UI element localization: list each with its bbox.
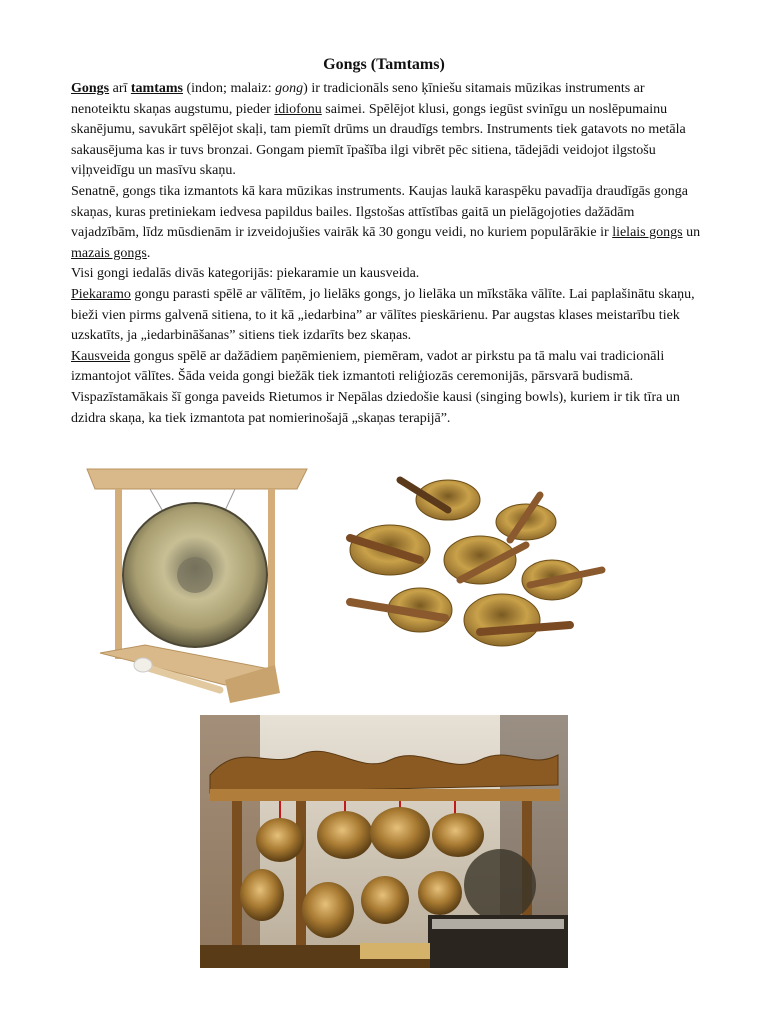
link-idiofonu[interactable]: idiofonu bbox=[274, 101, 322, 117]
link-mazais-gongs[interactable]: mazais gongs bbox=[71, 245, 147, 261]
text-run: (indon; malaiz: bbox=[183, 81, 276, 96]
term-gong-italic: gong bbox=[275, 81, 304, 96]
gong-on-stand-image bbox=[75, 445, 320, 707]
gamelan-gong-frame-image bbox=[200, 715, 568, 968]
paragraph-bowls bbox=[71, 347, 701, 429]
paragraph-hanging bbox=[71, 285, 701, 347]
singing-bowls-image bbox=[330, 460, 610, 670]
term-gongs: Gongs bbox=[71, 81, 110, 96]
text-run: arī bbox=[109, 81, 131, 96]
text-run: ) ir tradicionāls seno ķīniešu sitamais mūzikas instruments ar nenoteiktu skaņas augstumu, pieder bbox=[71, 81, 645, 117]
text-run: . bbox=[146, 245, 151, 261]
text-run: Senatnē, gongs tika izmantots kā kara mūzikas instruments. Kaujas laukā karaspēku pavadīja draudīgās gonga skaņas, kuras pretiniekam iedvesa papildus bailes. Ilgstošas attīstības gaitā un pielāgojoties dažādām vajadzībām, līdz mūsdienām ir izveidojušies vairāk kā 30 gongu veidi, no kuriem populārākie ir bbox=[71, 183, 688, 241]
text-run: gongus spēlē ar dažādiem paņēmieniem, piemēram, vadot ar pirkstu pa tā malu vai tradicionāli izmantojot vālītes. Šāda veida gongi biežāk tiek izmantoti reliģiozās ceremonijās, pārsvarā budismā. Vispazīstamākais šī gonga paveids Rietumos ir Nepālas dziedošie kausi (singing bowls), kuriem ir tik tīra un dzidra skaņa, ka tiek izmantota pat nomierinošajā „skaņas terapijā”. bbox=[71, 348, 680, 426]
paragraph-categories: Visi gongi iedalās divās kategorijās: piekaramie un kausveida. bbox=[71, 266, 420, 282]
paragraph-intro bbox=[71, 79, 701, 182]
term-tamtams: tamtams bbox=[130, 81, 183, 96]
link-lielais-gongs[interactable]: lielais gongs bbox=[612, 225, 683, 241]
text-run: un bbox=[682, 225, 701, 241]
link-kausveida[interactable]: Kausveida bbox=[71, 348, 131, 364]
text-run: saimei. Spēlējot klusi, gongs iegūst svinīgu un noslēpumainu skanējumu, savukārt spēlējot skaļi, tam piemīt drūms un draudīgs tembrs. Instruments tiek gatavots no metāla sakausējuma kas ir tuvs bronzai. Gongam piemīt īpašība ilgi vibrēt pēc sitiena, tādejādi veidojot ilgstošu viļņveidīgu un masīvu skaņu. bbox=[71, 101, 686, 179]
body-text bbox=[71, 79, 701, 429]
paragraph-history bbox=[71, 182, 701, 264]
link-piekaramo[interactable]: Piekaramo bbox=[71, 286, 131, 302]
page-title: Gongs (Tamtams) bbox=[323, 56, 445, 73]
text-run: gongu parasti spēlē ar vālītēm, jo lielāks gongs, jo lielāka un mīkstāka vālīte. Lai paplašinātu skaņu, bieži vien pirms galvenā sitiena, to it kā „iedarbina” ar vālītes pieskārienu. Par augstas klases meistarību tiek uzskatīts, ja „iedarbināšanas” sitiens tiek izdarīts bez skaņas. bbox=[71, 286, 695, 344]
